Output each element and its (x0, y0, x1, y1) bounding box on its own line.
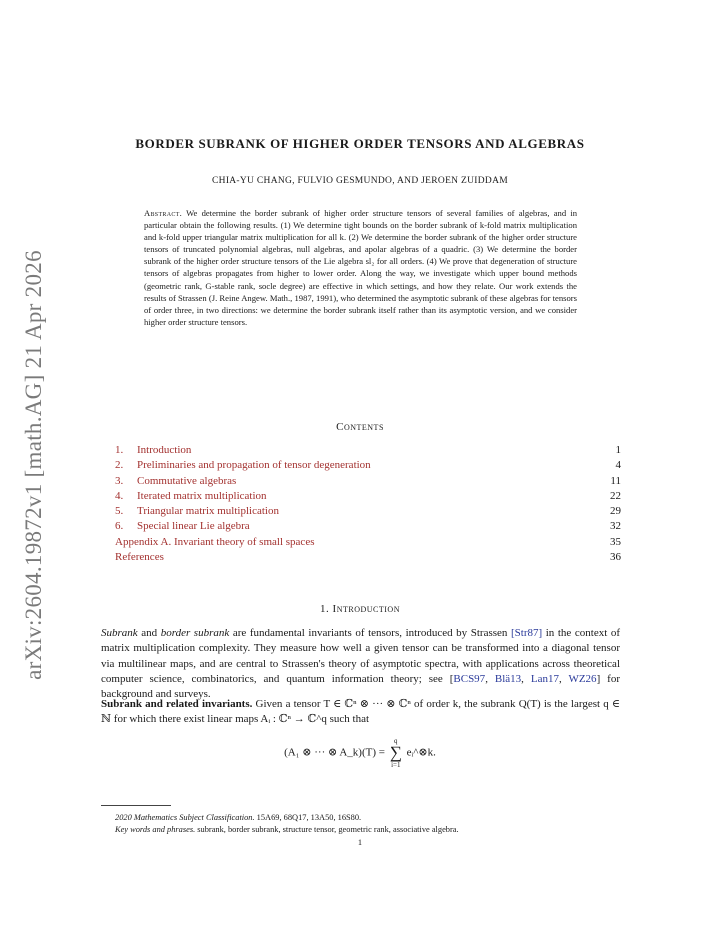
toc-entry[interactable] (115, 504, 621, 519)
toc-entry-title[interactable] (115, 443, 191, 458)
abstract-text: We determine the border subrank of higher order structure tensors of several families of algebras, and in particular obtain the following results. (1) We determine tight bounds on the border subrank of k-fold matrix multiplication and k-fold upper triangular matrix multiplication for all k. (2) We determine the border subrank of the higher order structure tensors of truncated polynomial algebras, null algebras, and apolar algebras of a quadric. (3) We determine the border subrank of the higher order structure tensors of the Lie algebra sl₂ for all orders. (4) We prove that degeneration of structure tensors of algebras propagates from higher to lower order. Along the way, we investigate which upper bound methods (geometric rank, G-stable rank, socle degree) are effective in which settings, and how they relate. Our work extends the results of Strassen (J. Reine Angew. Math., 1987, 1991), who determined the asymptotic subrank of these algebras for tensors of order three, in two directions: we determine the border subrank itself rather than its asymptotic version, and we consider higher order structure tensors. (144, 208, 578, 327)
page-number: 1 (357, 838, 363, 847)
text-run: in the context of matrix multiplication complexity. They measure how well a given tensor can be transformed into a diagonal tensor via multilinear maps, and are central to Strassen's theory of asymptotic spectra, with applications across theoretical computer science, combinatorics, and quantum information theory; see [ (101, 627, 620, 685)
contents-heading: Contents (336, 421, 384, 433)
equation-lhs: (A₁ ⊗ ··· ⊗ A_k)(T) = (284, 746, 385, 759)
author-list: CHIA-YU CHANG, FULVIO GESMUNDO, AND JEROEN ZUIDDAM (212, 176, 508, 186)
toc-entry-label: Special linear Lie algebra (137, 520, 250, 533)
toc-entry-number: 2. (115, 459, 124, 472)
toc-entry-page: 36 (610, 551, 621, 564)
toc-entry-page: 35 (610, 535, 621, 548)
text-run: are fundamental invariants of tensors, introduced by Strassen (229, 627, 511, 639)
msc-footnote (115, 812, 635, 824)
toc-entry-number: 6. (115, 520, 124, 533)
term-border-subrank: border subrank (160, 627, 230, 639)
arxiv-identifier: arXiv:2604.19872v1 [math.AG] 21 Apr 2026 (21, 250, 46, 680)
toc-entry-title[interactable] (115, 474, 236, 489)
toc-entry-page: 32 (610, 520, 621, 533)
paragraph-heading: Subrank and related invariants. (101, 698, 253, 710)
toc-entry-page: 22 (610, 489, 621, 502)
sum-upper-limit: q (394, 737, 398, 745)
toc-entry-title[interactable] (115, 504, 279, 519)
text-run: , (521, 672, 531, 685)
citation-link[interactable]: [Str87] (511, 627, 543, 639)
intro-paragraph (101, 626, 620, 702)
toc-entry-label: Triangular matrix multiplication (137, 505, 279, 518)
text-run: , (485, 672, 495, 685)
keywords-value: subrank, border subrank, structure tensor, geometric rank, associative algebra. (195, 825, 459, 835)
toc-entry-number: 1. (115, 444, 124, 456)
arxiv-stamp (14, 240, 54, 690)
sum-lower-limit: i=1 (391, 761, 401, 769)
footnotes (115, 812, 635, 837)
toc-entry-number: 4. (115, 489, 124, 502)
text-run: Given a tensor T ∈ ℂⁿ ⊗ ··· ⊗ ℂⁿ of order k, the subrank Q(T) is the largest q ∈ ℕ for which there exist linear maps Aᵢ : ℂⁿ → ℂ^q such that (101, 698, 621, 726)
subrank-paragraph (101, 697, 620, 728)
keywords-label: Key words and phrases. (115, 825, 196, 835)
toc-entry[interactable] (115, 443, 621, 458)
display-equation (0, 737, 720, 769)
footnote-rule (101, 805, 171, 806)
toc-entry-label: Appendix A. Invariant theory of small spaces (115, 535, 315, 548)
toc-entry-title[interactable] (115, 489, 267, 504)
sum-symbol: ∑ (389, 743, 402, 762)
paper-title: BORDER SUBRANK OF HIGHER ORDER TENSORS AND ALGEBRAS (135, 136, 585, 151)
text-run: , (558, 672, 569, 685)
toc-entry-title[interactable] (115, 550, 164, 565)
toc-entry[interactable] (115, 489, 621, 504)
term-subrank: Subrank (101, 627, 138, 639)
toc-entry[interactable] (115, 519, 621, 534)
equation-rhs: eᵢ^⊗k. (406, 746, 436, 759)
toc-entry-page: 11 (610, 474, 621, 487)
text-run: and (137, 627, 161, 639)
toc-entry[interactable] (115, 550, 621, 565)
citation-link[interactable]: BCS97 (453, 672, 486, 685)
toc-entry-page: 29 (610, 505, 621, 518)
text-run: ] for background and surveys. (101, 672, 620, 701)
summation (390, 737, 402, 769)
toc-entry-title[interactable] (115, 458, 371, 473)
toc-entry-number: 3. (115, 474, 124, 487)
msc-value: 15A69, 68Q17, 13A50, 16S80. (254, 813, 362, 822)
toc-entry-label: Preliminaries and propagation of tensor degeneration (137, 459, 371, 472)
toc-entry-label: Iterated matrix multiplication (137, 489, 267, 502)
toc-entry-label: Introduction (137, 444, 192, 456)
abstract (144, 207, 577, 328)
toc-entry[interactable] (115, 458, 621, 473)
toc-entry-page: 1 (615, 444, 621, 456)
toc-entry-title[interactable] (115, 519, 250, 534)
citation-link[interactable]: WZ26 (568, 672, 597, 685)
citation-link[interactable]: Lan17 (530, 672, 559, 685)
toc-entry-label: References (115, 551, 164, 564)
citation-link[interactable]: Blä13 (494, 672, 522, 685)
abstract-label: Abstract. (144, 208, 183, 218)
section-heading: 1. Introduction (320, 603, 400, 615)
toc-entry-page: 4 (615, 459, 621, 472)
table-of-contents (115, 443, 621, 565)
toc-entry[interactable] (115, 474, 621, 489)
keywords-footnote (115, 824, 635, 836)
toc-entry-title[interactable] (115, 535, 314, 550)
toc-entry[interactable] (115, 535, 621, 550)
toc-entry-number: 5. (115, 505, 124, 518)
msc-label: 2020 Mathematics Subject Classification. (115, 813, 255, 822)
toc-entry-label: Commutative algebras (137, 474, 237, 487)
